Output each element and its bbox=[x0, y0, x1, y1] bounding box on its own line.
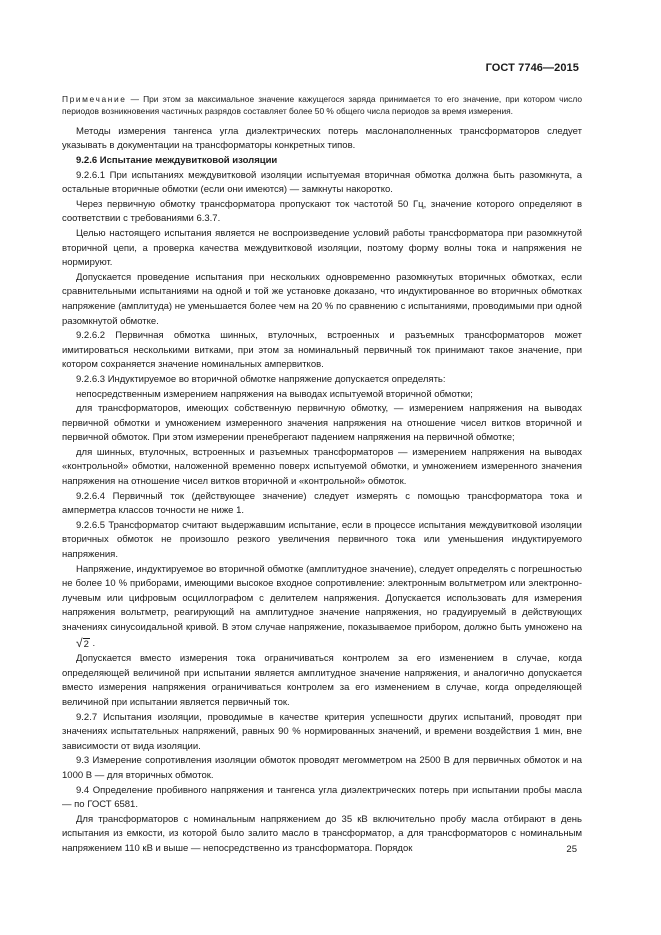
paragraph: Целью настоящего испытания является не воспроизведение условий работы трансформатора при разомкнутой вторичной цепи, а проверка качества междувитковой изоляции, поэтому форму волны тока и напряжения не нормируют. bbox=[62, 227, 582, 269]
page-content bbox=[62, 93, 582, 857]
note-text: — При этом за максимальное значение кажущегося заряда принимается то его значение, при котором число периодов возникновения частичных разрядов составляет более 50 % общего числа периодов за время измерения. bbox=[62, 94, 582, 117]
note bbox=[62, 93, 582, 118]
paragraph: 9.4 Определение пробивного напряжения и тангенса угла диэлектрических потерь при испытании пробы масла — по ГОСТ 6581. bbox=[62, 784, 582, 811]
paragraph: Допускается проведение испытания при нескольких одновременно разомкнутых вторичных обмотках, если сравнительными испытаниями на одной и той же установке доказано, что индуктированное во вторичных обмотках напряжение (амплитуда) не уменьшается более чем на 20 % по сравнению с испытаниями, проводимыми при одной разомкнутой обмотке. bbox=[62, 271, 582, 327]
paragraph-text: Напряжение, индуктируемое во вторичной обмотке (амплитудное значение), следует определять с погрешностью не более 10 % приборами, имеющими высокое входное сопротивление: электронным вольтметром или электронно-лучевым или цифровым осциллографом с делителем напряжения. Допускается использовать для измерения напряжения вольтметр, реагирующий на амплитудное значение напряжения, но градуируемый в действующих значениях синусоидальной кривой. В этом случае напряжение, показываемое прибором, должно быть умножено на bbox=[62, 563, 582, 633]
sqrt-formula bbox=[62, 636, 90, 653]
paragraph: 9.2.6.1 При испытаниях междувитковой изоляции испытуемая вторичная обмотка должна быть разомкнута, а остальные вторичные обмотки (если они имеются) — замкнуты накоротко. bbox=[62, 169, 582, 196]
formula-tail: . bbox=[89, 637, 96, 649]
sqrt-radical: √ bbox=[76, 635, 83, 650]
paragraph: непосредственным измерением напряжения на выводах испытуемой вторичной обмотки; bbox=[76, 388, 473, 400]
sqrt-radicand: 2 bbox=[83, 638, 89, 650]
paragraph: для трансформаторов, имеющих собственную первичную обмотку, — измерением напряжения на выводах первичной обмотки и умножением измеренного значения напряжения на отношение чисел витков вторичной и первичной обмоток. При этом измерении пренебрегают падением напряжения на первичной обмотке; bbox=[62, 403, 582, 444]
section-heading: 9.2.6 Испытание междувитковой изоляции bbox=[76, 155, 278, 166]
paragraph: 9.2.6.2 Первичная обмотка шинных, втулочных, встроенных и разъемных трансформаторов может имитироваться несколькими витками, при этом за номинальный первичный ток принимают такое значение, при котором сохраняется значение номинальных ампервитков. bbox=[62, 330, 582, 371]
paragraph: для шинных, втулочных, встроенных и разъемных трансформаторов — измерением напряжения на выводах «контрольной» обмотки, наложенной временно поверх испытуемой обмотки, и умножением измеренного значения напряжения на отношение чисел витков вторичной и «контрольной» обмоток. bbox=[62, 446, 582, 488]
paragraph: Через первичную обмотку трансформатора пропускают ток частотой 50 Гц, значение которого определяют в соответствии с требованиями 6.3.7. bbox=[62, 198, 582, 225]
page-number: 25 bbox=[566, 844, 577, 855]
paragraph: Методы измерения тангенса угла диэлектрических потерь маслонаполненных трансформаторов следует указывать в документации на трансформаторы конкретных типов. bbox=[62, 125, 582, 152]
paragraph-with-formula bbox=[62, 563, 582, 653]
paragraph: 9.2.6.5 Трансформатор считают выдержавшим испытание, если в процессе испытания междувитковой изоляции вторичных обмоток не произошло резкого увеличения первичного тока или уменьшения индуктируемого напряжения. bbox=[62, 519, 582, 561]
paragraph: Для трансформаторов с номинальным напряжением до 35 кВ включительно пробу масла отбирают в день испытания из емкости, из которой было залито масло в трансформатор, а для трансформаторов с номинальным напряжением 110 кВ и выше — непосредственно из трансформатора. Порядок bbox=[62, 813, 582, 854]
standard-header: ГОСТ 7746—2015 bbox=[485, 62, 579, 74]
paragraph: 9.2.6.4 Первичный ток (действующее значение) следует измерять с помощью трансформатора тока и амперметра классов точности не ниже 1. bbox=[62, 490, 582, 517]
paragraph: Допускается вместо измерения тока ограничиваться контролем за его изменением в случае, когда определяющей величиной при испытании является амплитудное значение напряжения, и аналогично допускается вместо измерения напряжения ограничиваться контролем за его изменением в случае, когда определяющей величиной при испытании является первичный ток. bbox=[62, 653, 582, 708]
paragraph: 9.2.6.3 Индуктируемое во вторичной обмотке напряжение допускается определять: bbox=[76, 373, 446, 385]
note-label: Примечание bbox=[62, 94, 127, 104]
paragraph: 9.3 Измерение сопротивления изоляции обмоток проводят мегомметром на 2500 В для первичных обмоток и на 1000 В — для вторичных обмоток. bbox=[62, 755, 582, 781]
paragraph: 9.2.7 Испытания изоляции, проводимые в качестве критерия успешности других испытаний, проводят при значениях испытательных напряжений, равных 90 % нормированных значений, и времени воздействия 1 мин, вне зависимости от вида изоляции. bbox=[62, 711, 582, 752]
